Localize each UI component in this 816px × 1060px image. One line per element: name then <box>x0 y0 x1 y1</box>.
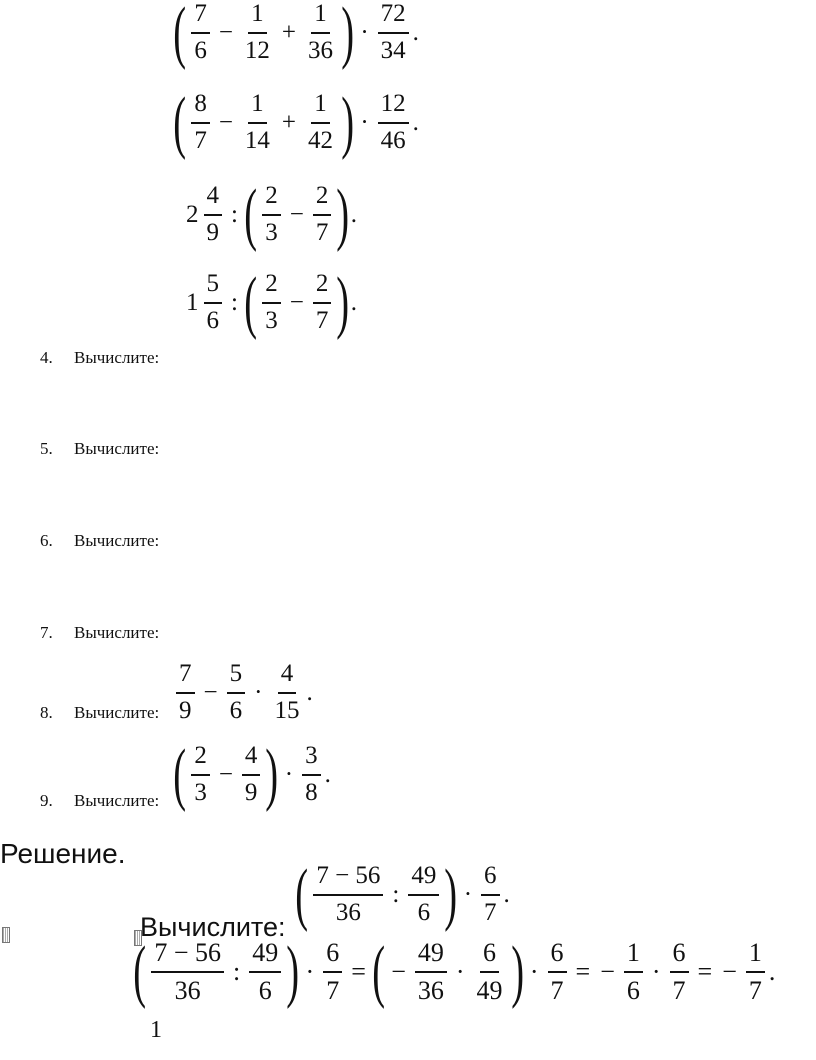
fraction <box>378 0 409 66</box>
fraction-denominator: 49 <box>476 975 503 1005</box>
page-number: 1 <box>150 1017 162 1043</box>
task-number: 9. <box>40 791 53 810</box>
punctuation: . <box>350 201 357 229</box>
fraction <box>474 938 506 1006</box>
fraction-numerator: 49 <box>249 938 281 973</box>
expression-4 <box>186 264 357 342</box>
fraction-numerator: 6 <box>480 938 499 973</box>
expression-1 <box>172 0 419 72</box>
fraction <box>313 862 383 928</box>
operator: · <box>463 881 473 909</box>
fraction <box>408 862 439 928</box>
operator: + <box>281 109 297 137</box>
operator: = <box>575 956 591 986</box>
parenthesis: ( <box>173 84 187 162</box>
fraction-denominator: 6 <box>258 975 272 1005</box>
operator: · <box>254 679 263 707</box>
fraction-numerator: 2 <box>313 270 332 304</box>
fraction <box>204 182 223 248</box>
punctuation: . <box>306 679 313 707</box>
punctuation: . <box>324 761 331 789</box>
fraction-numerator: 12 <box>378 90 409 124</box>
fraction-denominator: 6 <box>206 306 219 334</box>
fraction <box>262 182 281 248</box>
operator: · <box>360 19 369 47</box>
punctuation: . <box>412 109 419 137</box>
whole-number: 1 <box>186 289 199 317</box>
fraction-numerator: 3 <box>302 742 321 776</box>
fraction <box>249 938 281 1006</box>
operator: · <box>651 956 661 986</box>
solution-expression <box>132 933 776 1011</box>
task-7 <box>40 624 159 641</box>
task-label: Вычислите: <box>74 531 160 550</box>
fraction-denominator: 6 <box>194 36 207 64</box>
task-number: 7. <box>40 623 53 642</box>
fraction <box>242 742 261 808</box>
fraction-numerator: 72 <box>378 0 409 34</box>
punctuation: . <box>350 289 357 317</box>
task-label: Вычислите: <box>74 623 160 642</box>
fraction <box>302 742 321 808</box>
fraction-denominator: 9 <box>206 218 219 246</box>
fraction <box>151 938 224 1006</box>
fraction-denominator: 6 <box>229 696 243 724</box>
task-number: 5. <box>40 439 53 458</box>
parenthesis: ) <box>286 933 300 1011</box>
fraction <box>191 0 210 66</box>
fraction-numerator: 1 <box>624 938 643 973</box>
fraction-numerator: 1 <box>311 90 330 124</box>
fraction-numerator: 7 − 56 <box>151 938 224 973</box>
fraction-denominator: 8 <box>305 778 318 806</box>
fraction-numerator: 2 <box>313 182 332 216</box>
fraction <box>191 90 210 156</box>
fraction-numerator: 6 <box>323 938 342 973</box>
fraction-denominator: 6 <box>417 898 431 926</box>
punctuation: . <box>412 19 419 47</box>
parenthesis: ) <box>336 176 350 254</box>
final-task-label: Вычислите: <box>140 912 286 942</box>
task-label: Вычислите: <box>74 791 160 810</box>
fraction <box>242 0 273 66</box>
task-4 <box>40 349 159 366</box>
anchor-marker-icon <box>2 927 10 943</box>
fraction-denominator: 14 <box>244 126 270 154</box>
fraction <box>176 660 195 726</box>
fraction-denominator: 7 <box>315 306 329 334</box>
fraction-denominator: 3 <box>265 218 278 246</box>
fraction <box>746 938 765 1006</box>
parenthesis: ( <box>244 176 258 254</box>
task-label: Вычислите: <box>74 348 160 367</box>
operator: − <box>722 956 737 986</box>
parenthesis: ( <box>173 0 187 72</box>
fraction <box>670 938 689 1006</box>
fraction-numerator: 4 <box>204 182 223 216</box>
fraction-numerator: 7 <box>191 0 210 34</box>
parenthesis: ( <box>173 736 187 814</box>
operator: · <box>284 761 294 789</box>
fraction-numerator: 8 <box>191 90 210 124</box>
parenthesis: ) <box>265 736 279 814</box>
operator: : <box>232 956 241 986</box>
fraction <box>242 90 273 156</box>
fraction-denominator: 34 <box>380 36 406 64</box>
task-5 <box>40 440 159 457</box>
fraction-numerator: 1 <box>311 0 330 34</box>
fraction-denominator: 9 <box>179 696 192 724</box>
fraction <box>313 270 332 336</box>
operator: · <box>455 956 465 986</box>
fraction <box>227 660 246 726</box>
operator: = <box>351 956 366 986</box>
parenthesis: ( <box>372 933 385 1011</box>
expression-final-task <box>294 856 510 934</box>
operator: − <box>391 956 406 986</box>
parenthesis: ) <box>336 264 350 342</box>
fraction-denominator: 36 <box>174 975 201 1005</box>
task-9 <box>40 792 159 809</box>
fraction-denominator: 15 <box>274 696 300 724</box>
fraction-numerator: 4 <box>278 660 297 694</box>
task-8 <box>40 704 159 721</box>
operator: − <box>203 679 218 707</box>
fraction-denominator: 7 <box>484 898 497 926</box>
operator: · <box>305 956 315 986</box>
operator: : <box>231 201 238 229</box>
expression-3 <box>186 176 357 254</box>
fraction <box>624 938 643 1006</box>
fraction-denominator: 3 <box>194 778 207 806</box>
fraction-numerator: 5 <box>204 270 223 304</box>
punctuation: . <box>768 956 776 986</box>
fraction-denominator: 36 <box>335 898 361 926</box>
fraction-denominator: 46 <box>380 126 406 154</box>
fraction-numerator: 1 <box>746 938 765 973</box>
operator: − <box>600 956 615 986</box>
task-number: 8. <box>40 703 53 722</box>
solution-heading: Решение. <box>0 838 126 869</box>
fraction-numerator: 2 <box>262 182 281 216</box>
fraction <box>271 660 302 726</box>
fraction-denominator: 3 <box>265 306 278 334</box>
fraction-numerator: 6 <box>670 938 689 973</box>
task-number: 4. <box>40 348 53 367</box>
fraction-denominator: 36 <box>308 36 334 64</box>
fraction-numerator: 1 <box>248 90 267 124</box>
fraction-denominator: 6 <box>626 975 640 1005</box>
task-label: Вычислите: <box>74 439 160 458</box>
parenthesis: ( <box>295 856 309 934</box>
operator: : <box>231 289 238 317</box>
fraction <box>415 938 447 1006</box>
fraction-numerator: 6 <box>481 862 500 896</box>
operator: : <box>392 881 400 909</box>
operator: · <box>529 956 539 986</box>
parenthesis: ) <box>341 0 355 72</box>
fraction-numerator: 2 <box>262 270 281 304</box>
parenthesis: ) <box>341 84 355 162</box>
operator: − <box>218 761 233 789</box>
parenthesis: ( <box>133 933 147 1011</box>
fraction-numerator: 7 <box>176 660 195 694</box>
fraction <box>313 182 332 248</box>
fraction-numerator: 49 <box>408 862 439 896</box>
task-6 <box>40 532 159 549</box>
expression-task-8 <box>172 660 313 726</box>
punctuation: . <box>503 881 510 909</box>
fraction-numerator: 5 <box>227 660 246 694</box>
fraction-numerator: 6 <box>548 938 567 973</box>
fraction-numerator: 7 − 56 <box>313 862 383 896</box>
fraction-denominator: 7 <box>748 975 762 1005</box>
fraction-denominator: 7 <box>326 975 340 1005</box>
fraction-denominator: 7 <box>550 975 564 1005</box>
fraction-numerator: 49 <box>415 938 447 973</box>
operator: + <box>281 19 297 47</box>
expression-task-9 <box>172 736 331 814</box>
expression-2 <box>172 84 419 162</box>
task-label: Вычислите: <box>74 703 160 722</box>
operator: − <box>218 109 233 137</box>
fraction <box>323 938 342 1006</box>
fraction-denominator: 12 <box>244 36 270 64</box>
fraction <box>191 742 210 808</box>
fraction <box>378 90 409 156</box>
fraction <box>481 862 500 928</box>
fraction-denominator: 9 <box>244 778 258 806</box>
fraction <box>262 270 281 336</box>
fraction-denominator: 7 <box>194 126 207 154</box>
operator: − <box>289 201 304 229</box>
operator: = <box>697 956 713 986</box>
fraction-numerator: 1 <box>248 0 267 34</box>
operator: − <box>289 289 304 317</box>
operator: − <box>218 19 233 47</box>
fraction-denominator: 36 <box>417 975 444 1005</box>
fraction <box>548 938 567 1006</box>
fraction-numerator: 4 <box>242 742 261 776</box>
parenthesis: ) <box>510 933 524 1011</box>
fraction <box>305 0 336 66</box>
fraction <box>204 270 223 336</box>
parenthesis: ) <box>444 856 458 934</box>
parenthesis: ( <box>244 264 258 342</box>
operator: · <box>360 109 369 137</box>
fraction-denominator: 7 <box>315 218 329 246</box>
whole-number: 2 <box>186 201 199 229</box>
fraction-denominator: 7 <box>672 975 686 1005</box>
fraction-denominator: 42 <box>308 126 334 154</box>
fraction <box>305 90 336 156</box>
task-number: 6. <box>40 531 53 550</box>
fraction-numerator: 2 <box>191 742 210 776</box>
